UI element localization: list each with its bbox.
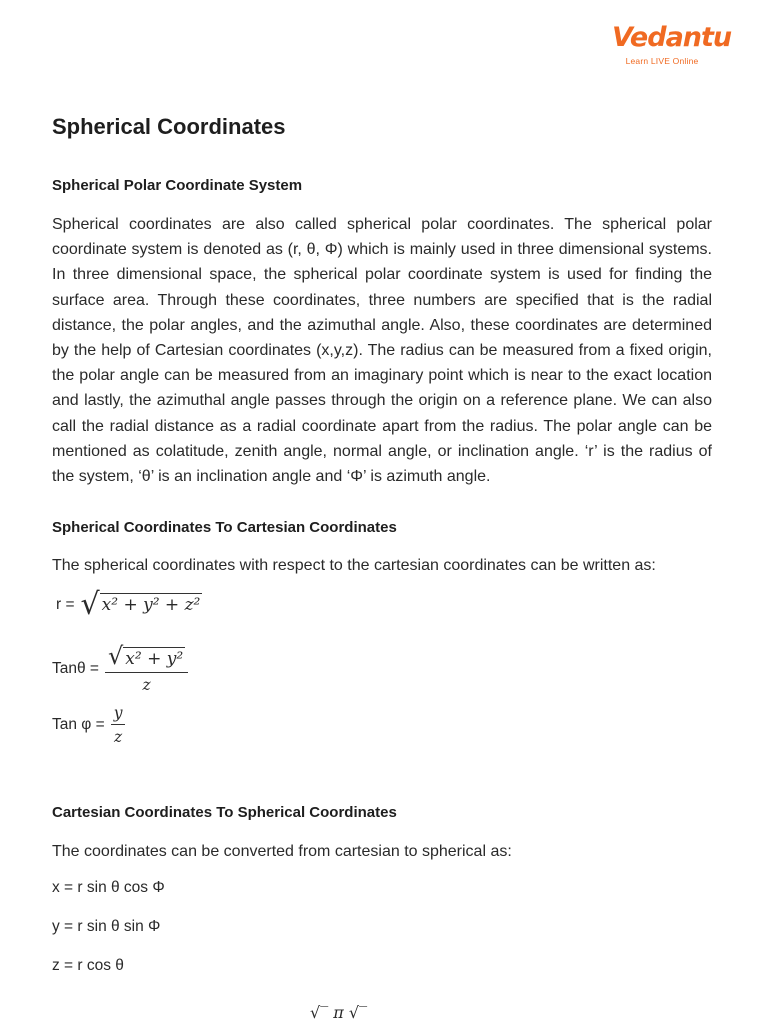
formula-tan-phi-label: Tan φ = <box>52 716 105 733</box>
page-title: Spherical Coordinates <box>52 114 286 139</box>
conversion-x: x = r sin θ cos Φ <box>52 879 165 896</box>
formula-tan-phi-numerator: y <box>111 704 126 725</box>
conversion-z: z = r cos θ <box>52 957 124 974</box>
logo-wordmark: Vedantu <box>612 22 732 53</box>
formula-tan-theta <box>52 644 188 694</box>
conversion-y: y = r sin θ sin Φ <box>52 918 161 935</box>
section-heading-spherical-to-cartesian: Spherical Coordinates To Cartesian Coordinates <box>52 519 397 536</box>
section-heading-spherical-polar: Spherical Polar Coordinate System <box>52 177 303 194</box>
partial-formula-cutoff: √‾ π √‾ <box>310 1003 368 1022</box>
formula-r-label: r = <box>56 596 75 613</box>
formula-r-radicand: x² + y² + z² <box>101 595 201 615</box>
section-heading-cartesian-to-spherical: Cartesian Coordinates To Spherical Coordinates <box>52 804 397 821</box>
logo-tagline: Learn LIVE Online <box>625 56 699 66</box>
fraction-tan-theta <box>105 644 188 694</box>
formula-tan-phi-denominator: z <box>114 728 123 746</box>
paragraph-spherical-polar: Spherical coordinates are also called spherical polar coordinates. The spherical polar coordinate system is denoted as (r, θ, Φ) which is mainly used in three dimensional systems. In three dimensional space, the spherical polar coordinate system is used for finding the surface area. Through these coordinates, three numbers are specified that is the radial distance, the polar angles, and the azimuthal angle. Also, these coordinates are determined by the help of Cartesian coordinates (x,y,z). The radius can be measured from a fixed origin, the polar angle can be measured from an imaginary point which is near to the exact location and lastly, the azimuthal angle passes through the origin on a reference plane. We can also call the radial distance as a radial coordinate apart from the radius. The polar angle can be mentioned as colatitude, zenith angle, normal angle, or inclination angle. ‘r’ is the radius of the system, ‘θ’ is an inclination angle and ‘Φ’ is azimuth angle. <box>52 216 712 486</box>
document-body <box>52 112 712 1022</box>
formula-tan-phi <box>52 704 125 746</box>
vedantu-logo <box>612 22 732 66</box>
formula-tan-theta-denominator: z <box>142 676 151 694</box>
formula-r <box>56 587 202 622</box>
formula-tan-theta-label: Tanθ = <box>52 660 99 677</box>
paragraph-cartesian-to-spherical: The coordinates can be converted from cartesian to spherical as: <box>52 843 512 860</box>
sqrt-symbol: √ x² + y² + z² <box>80 587 201 622</box>
paragraph-spherical-to-cartesian: The spherical coordinates with respect to the cartesian coordinates can be written as: <box>52 557 656 574</box>
sqrt-symbol: √ x² + y² <box>107 642 184 670</box>
fraction-tan-phi <box>111 704 126 746</box>
formula-tan-theta-numerator: x² + y² <box>125 649 184 669</box>
